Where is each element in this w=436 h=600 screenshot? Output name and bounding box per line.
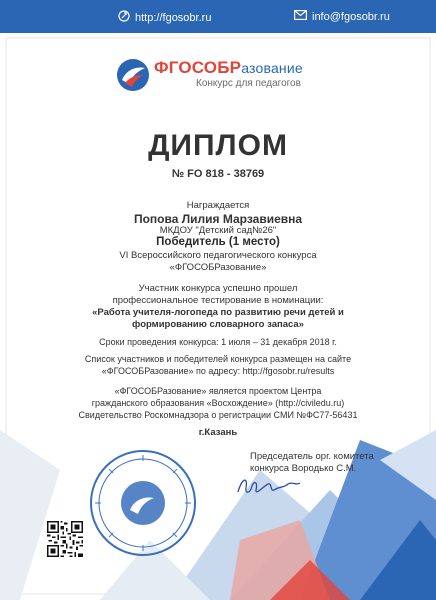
project-line-1: «ФГОСОБРазование» является проектом Центра (114, 386, 322, 396)
contest-dates: Сроки проведения конкурса: 1 июля – 31 декабря 2018 г. (99, 337, 337, 347)
project-line-3: Свидетельство Роскомнадзора о регистрации СМИ №ФС77-56431 (78, 410, 358, 420)
results-line-1: Список участников и победителей конкурса размещен на сайте (84, 354, 352, 364)
brand-name-part2: азование (241, 60, 303, 76)
brand-tagline: Конкурс для педагогов (196, 78, 301, 89)
website-text[interactable]: http://fgosobr.ru (135, 11, 212, 24)
brand-name (154, 58, 303, 78)
participant-line-1: Участник конкурса успешно прошел (138, 283, 298, 294)
project-line-2: гражданского образования «Восхождение» (http://civiledu.ru) (91, 398, 345, 408)
recipient-name: Попова Лилия Марзавиевна (133, 212, 303, 226)
diploma-number: № FO 818 - 38769 (171, 168, 265, 180)
brand-logo (114, 56, 334, 100)
chair-line-2: конкурса Вородько С.М. (250, 463, 357, 474)
contest-line-2: «ФГОСОБРазование» (169, 262, 267, 273)
diploma-title: ДИПЛОМ (148, 129, 288, 162)
award-result: Победитель (1 место) (156, 236, 280, 248)
email-text[interactable]: info@fgosobr.ru (312, 10, 390, 23)
awarded-label: Награждается (186, 200, 250, 211)
logo-emblem-icon (116, 58, 150, 92)
official-seal (88, 448, 198, 558)
brand-name-part1: ФГОСОБР (154, 58, 242, 77)
city: г.Казань (198, 427, 238, 438)
results-line-2: «ФГОСОБРазование» по адресу: http://fgosobr.ru/results (101, 366, 335, 376)
nomination-line-2: формированию словарного запаса» (132, 319, 304, 330)
contest-line-1: VI Всероссийского педагогического конкурса (119, 250, 317, 261)
qr-code (47, 521, 83, 557)
recipient-organization: МКДОУ "Детский сад№26" (159, 225, 277, 236)
chair-line-1: Председатель орг. комитета (250, 451, 374, 462)
participant-line-2: профессиональное тестирование в номинации: (112, 295, 324, 306)
nomination-line-1: «Работа учителя-логопеда по развитию речи детей и (92, 307, 344, 318)
signature (234, 474, 304, 500)
